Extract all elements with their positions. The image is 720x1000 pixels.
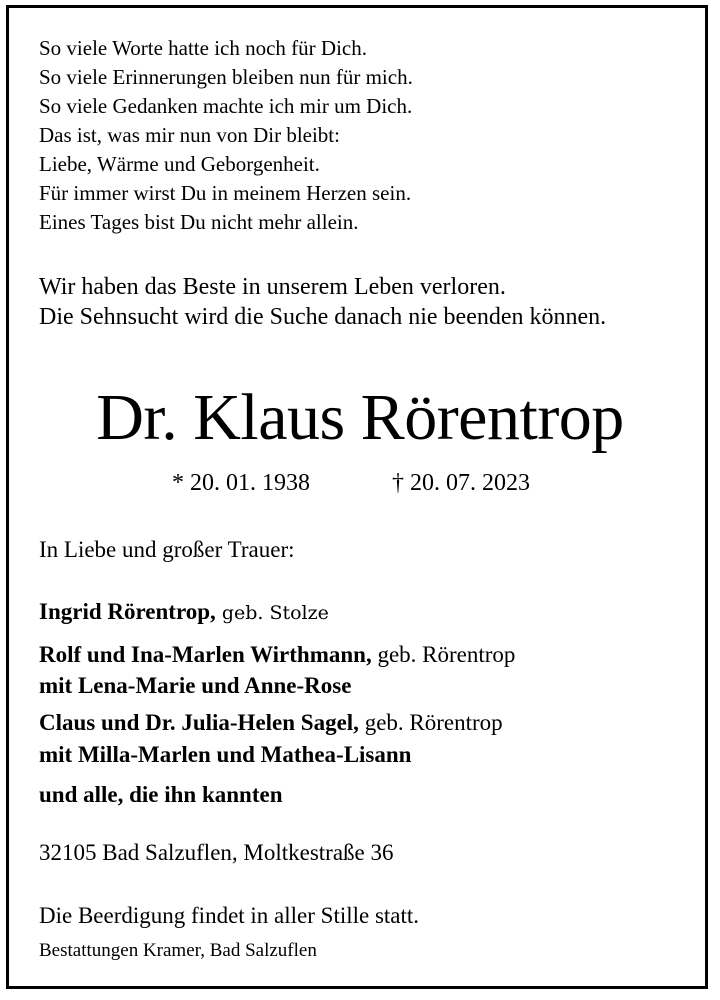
poem-line: Das ist, was mir nun von Dir bleibt: bbox=[39, 123, 340, 147]
poem-line: So viele Gedanken machte ich mir um Dich. bbox=[39, 94, 413, 118]
mourner-suffix: geb. Stolze bbox=[215, 602, 329, 624]
poem-line: So viele Erinnerungen bleiben nun für mich. bbox=[39, 65, 413, 89]
mourner-name: Ingrid Rörentrop, bbox=[39, 599, 216, 624]
poem-line: Eines Tages bist Du nicht mehr allein. bbox=[39, 210, 359, 234]
mourner-suffix: geb. Rörentrop bbox=[371, 642, 516, 667]
mourner-line bbox=[39, 597, 709, 628]
poem-line: Für immer wirst Du in meinem Herzen sein. bbox=[39, 181, 412, 205]
funeral-notice: Die Beerdigung findet in aller Stille statt. bbox=[39, 903, 420, 928]
mourner-name: Rolf und Ina-Marlen Wirthmann, bbox=[39, 642, 372, 667]
address: 32105 Bad Salzuflen, Moltkestraße 36 bbox=[39, 840, 394, 865]
deceased-name: Dr. Klaus Rörentrop bbox=[96, 381, 624, 454]
mourner-line bbox=[39, 780, 709, 810]
mourner-line bbox=[39, 640, 709, 670]
verse bbox=[39, 272, 709, 332]
mourner-line bbox=[39, 740, 709, 770]
undertaker: Bestattungen Kramer, Bad Salzuflen bbox=[39, 940, 317, 961]
mourner-name: Claus und Dr. Julia-Helen Sagel, bbox=[39, 710, 359, 735]
mourning-intro: In Liebe und großer Trauer: bbox=[39, 537, 295, 562]
poem-line: Liebe, Wärme und Geborgenheit. bbox=[39, 152, 320, 176]
birth-date: * 20. 01. 1938 bbox=[172, 470, 310, 496]
mourner-line bbox=[39, 708, 709, 738]
verse-line: Die Sehnsucht wird die Suche danach nie beenden können. bbox=[39, 304, 607, 330]
death-date: † 20. 07. 2023 bbox=[392, 470, 530, 496]
mourner-line bbox=[39, 671, 709, 701]
mourner-name: mit Lena-Marie und Anne-Rose bbox=[39, 673, 352, 698]
verse-line: Wir haben das Beste in unserem Leben verloren. bbox=[39, 274, 506, 300]
poem bbox=[39, 34, 699, 237]
poem-line: So viele Worte hatte ich noch für Dich. bbox=[39, 36, 367, 60]
mourner-name: mit Milla-Marlen und Mathea-Lisann bbox=[39, 742, 412, 767]
mourner-suffix: geb. Rörentrop bbox=[358, 710, 503, 735]
mourner-name: und alle, die ihn kannten bbox=[39, 782, 283, 807]
